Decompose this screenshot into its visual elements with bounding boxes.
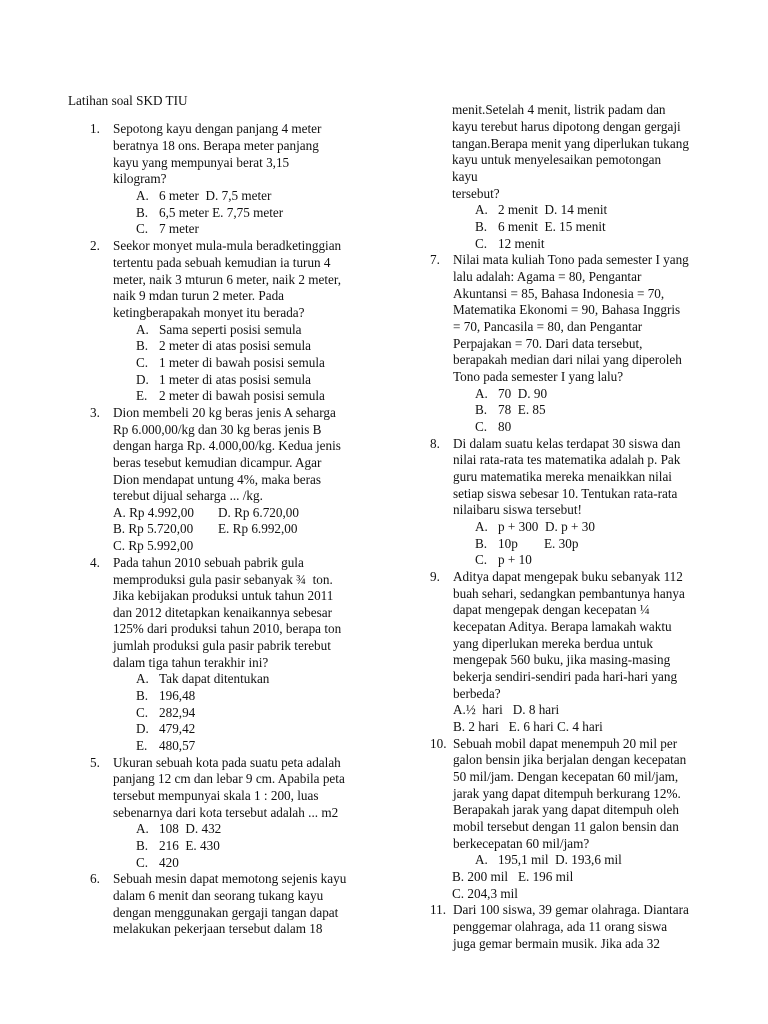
left-text-52: 282,94 (159, 705, 196, 720)
right-text-49: A.½ hari D. 8 hari (453, 702, 560, 717)
left-text-31: beras tesebut kemudian dicampur. Agar (113, 455, 322, 470)
left-text-2: beratnya 18 ons. Berapa meter panjang (113, 138, 319, 153)
right-text-16: Matematika Ekonomi = 90, Bahasa Inggris (453, 302, 681, 317)
right-text-60: 195,1 mil D. 193,6 mil (498, 852, 622, 867)
document-title: Latihan soal SKD TIU (68, 93, 188, 108)
left-text-59: panjang 12 cm dan lebar 9 cm. Apabila peta (113, 771, 345, 786)
right-text-0: menit.Setelah 4 menit, listrik padam dan (452, 102, 666, 117)
right-text-22: 70 D. 90 (498, 386, 548, 401)
right-text-30: guru matematika mereka menaikkan nilai (453, 469, 672, 484)
right-text-61: B. 200 mil E. 196 mil (452, 869, 574, 884)
left-text-10: 7 meter (159, 221, 199, 236)
right-text-57: mobil tersebut dengan 11 galon bensin dan (453, 819, 679, 834)
left-text-69: Sebuah mesin dapat memotong sejenis kayu (113, 871, 347, 886)
left-text-26: 2 meter di bawah posisi semula (159, 388, 325, 403)
right-text-51: 10. (430, 736, 447, 751)
left-text-23: D. (136, 372, 149, 387)
right-text-32: nilaibaru siswa tersebut! (453, 502, 582, 517)
left-text-12: Seekor monyet mula-mula beradketinggian (113, 238, 342, 253)
right-text-53: galon bensin jika berjalan dengan kecepatan (453, 752, 687, 767)
right-text-18: Perpajakan = 70. Dari data tersebut, (453, 336, 643, 351)
left-text-61: sebenarnya dari kota tersebut adalah ... m2 (113, 805, 339, 820)
left-text-60: tersebut mempunyai skala 1 : 200, luas (113, 788, 319, 803)
right-text-33: A. (475, 519, 488, 534)
left-text-32: Dion mendapat untung 4%, maka beras (113, 472, 322, 487)
left-text-45: jumlah produksi gula pasir pabrik terebut (113, 638, 331, 653)
right-text-7: 2 menit D. 14 menit (498, 202, 608, 217)
left-text-4: kilogram? (113, 171, 167, 186)
left-text-64: B. (136, 838, 149, 853)
right-text-13: Nilai mata kuliah Tono pada semester I yang (453, 252, 689, 267)
right-text-39: p + 10 (498, 552, 532, 567)
right-text-4: kayu (452, 169, 478, 184)
left-text-27: 3. (90, 405, 100, 420)
left-text-1: Sepotong kayu dengan panjang 4 meter (113, 121, 322, 136)
left-text-5: A. (136, 188, 149, 203)
left-text-18: Sama seperti posisi semula (159, 322, 302, 337)
left-text-55: E. (136, 738, 148, 753)
left-text-20: 2 meter di atas posisi semula (159, 338, 311, 353)
left-text-15: naik 9 mdan turun 2 meter. Pada (113, 288, 285, 303)
right-text-66: juga gemar bermain musik. Jika ada 32 (453, 936, 660, 951)
left-text-22: 1 meter di bawah posisi semula (159, 355, 325, 370)
left-text-62: A. (136, 821, 149, 836)
left-text-30: dengan harga Rp. 4.000,00/kg. Kedua jenis (113, 438, 341, 453)
right-text-47: bekerja sendiri-sendiri pada hari-hari yang (453, 669, 678, 684)
left-text-9: C. (136, 221, 149, 236)
right-text-17: = 70, Pancasila = 80, dan Pengantar (453, 319, 643, 334)
right-text-42: buah sehari, sedangkan pembantunya hanya (453, 586, 685, 601)
left-text-17: A. (136, 322, 149, 337)
left-text-24: 1 meter di atas posisi semula (159, 372, 311, 387)
left-text-63: 108 D. 432 (159, 821, 222, 836)
left-text-46: dalam tiga tahun terakhir ini? (113, 655, 269, 670)
right-text-5: tersebut? (452, 186, 500, 201)
right-text-25: C. (475, 419, 488, 434)
left-text-3: kayu yang mempunyai berat 3,15 (113, 155, 290, 170)
right-text-23: B. (475, 402, 488, 417)
right-text-3: kayu untuk menyelesaikan pemotongan (452, 152, 662, 167)
right-text-65: penggemar olahraga, ada 11 orang siswa (453, 919, 668, 934)
left-text-29: Rp 6.000,00/kg dan 30 kg beras jenis B (113, 422, 322, 437)
right-text-1: kayu terebut harus dipotong dengan gergaji (452, 119, 681, 134)
right-text-62: C. 204,3 mil (452, 886, 518, 901)
right-text-28: Di dalam suatu kelas terdapat 30 siswa dan (453, 436, 681, 451)
left-text-48: Tak dapat ditentukan (159, 671, 270, 686)
left-text-50: 196,48 (159, 688, 196, 703)
left-text-67: 420 (159, 855, 179, 870)
right-text-64: Dari 100 siswa, 39 gemar olahraga. Diantara (453, 902, 689, 917)
left-text-65: 216 E. 430 (159, 838, 220, 853)
left-text-19: B. (136, 338, 149, 353)
right-text-15: Akuntansi = 85, Bahasa Indonesia = 70, (453, 286, 665, 301)
left-text-16: ketingberapakah monyet itu berada? (113, 305, 305, 320)
right-text-21: A. (475, 386, 488, 401)
left-text-34: A. Rp 4.992,00 (113, 505, 194, 520)
left-text-56: 480,57 (159, 738, 196, 753)
left-text-42: Jika kebijakan produksi untuk tahun 2011 (113, 588, 334, 603)
right-text-37: E. 30p (544, 536, 579, 551)
left-text-70: dalam 6 menit dan seorang tukang kayu (113, 888, 324, 903)
left-text-35: D. Rp 6.720,00 (218, 505, 299, 520)
right-text-12: 7. (430, 252, 440, 267)
right-text-9: 6 menit E. 15 menit (498, 219, 606, 234)
left-text-36: B. Rp 5.720,00 (113, 521, 194, 536)
right-text-19: berapakah median dari nilai yang diperoleh (453, 352, 682, 367)
right-text-6: A. (475, 202, 488, 217)
right-text-52: Sebuah mobil dapat menempuh 20 mil per (453, 736, 678, 751)
right-text-50: B. 2 hari E. 6 hari C. 4 hari (453, 719, 603, 734)
left-text-11: 2. (90, 238, 100, 253)
right-text-8: B. (475, 219, 488, 234)
left-text-54: 479,42 (159, 721, 196, 736)
left-text-53: D. (136, 721, 149, 736)
left-text-72: melakukan pekerjaan tersebut dalam 18 (113, 921, 323, 936)
left-text-51: C. (136, 705, 149, 720)
left-text-68: 6. (90, 871, 100, 886)
left-text-13: tertentu pada sebuah kemudian ia turun 4 (113, 255, 331, 270)
right-text-44: kecepatan Aditya. Berapa lamakah waktu (453, 619, 672, 634)
left-text-47: A. (136, 671, 149, 686)
right-text-45: yang diperlukan mereka berdua untuk (453, 636, 653, 651)
left-text-38: C. Rp 5.992,00 (113, 538, 194, 553)
right-text-40: 9. (430, 569, 440, 584)
left-text-33: terebut dijual seharga ... /kg. (113, 488, 263, 503)
right-text-46: mengepak 560 buku, jika masing-masing (453, 652, 671, 667)
left-text-39: 4. (90, 555, 100, 570)
left-text-37: E. Rp 6.992,00 (218, 521, 298, 536)
left-text-28: Dion membeli 20 kg beras jenis A seharga (113, 405, 336, 420)
left-text-41: memproduksi gula pasir sebanyak ¾ ton. (113, 572, 333, 587)
left-text-25: E. (136, 388, 148, 403)
right-text-38: C. (475, 552, 488, 567)
left-text-40: Pada tahun 2010 sebuah pabrik gula (113, 555, 304, 570)
left-text-8: 6,5 meter E. 7,75 meter (159, 205, 284, 220)
right-text-41: Aditya dapat mengepak buku sebanyak 112 (453, 569, 683, 584)
left-text-58: Ukuran sebuah kota pada suatu peta adalah (113, 755, 341, 770)
right-text-2: tangan.Berapa menit yang diperlukan tukang (452, 136, 689, 151)
left-text-0: 1. (90, 121, 100, 136)
right-text-29: nilai rata-rata tes matematika adalah p. Pak (453, 452, 681, 467)
right-text-34: p + 300 D. p + 30 (498, 519, 595, 534)
left-text-71: dengan menggunakan gergaji tangan dapat (113, 905, 339, 920)
left-text-21: C. (136, 355, 149, 370)
right-text-43: dapat mengepak dengan kecepatan ¼ (453, 602, 650, 617)
left-text-44: 125% dari produksi tahun 2010, berapa ton (113, 621, 342, 636)
left-text-66: C. (136, 855, 149, 870)
right-text-35: B. (475, 536, 488, 551)
left-text-57: 5. (90, 755, 100, 770)
right-text-27: 8. (430, 436, 440, 451)
left-text-14: meter, naik 3 mturun 6 meter, naik 2 meter, (113, 272, 342, 287)
right-text-54: 50 mil/jam. Dengan kecepatan 60 mil/jam, (453, 769, 679, 784)
left-text-6: 6 meter D. 7,5 meter (159, 188, 272, 203)
right-text-31: setiap siswa sebesar 10. Tentukan rata-rata (453, 486, 678, 501)
right-text-20: Tono pada semester I yang lalu? (453, 369, 624, 384)
left-text-7: B. (136, 205, 149, 220)
right-text-10: C. (475, 236, 488, 251)
right-text-14: lalu adalah: Agama = 80, Pengantar (453, 269, 642, 284)
right-text-55: jarak yang dapat ditempuh berkurang 12%. (453, 786, 681, 801)
right-text-59: A. (475, 852, 488, 867)
right-text-48: berbeda? (453, 686, 501, 701)
left-text-43: dan 2012 ditetapkan kenaikannya sebesar (113, 605, 332, 620)
right-text-58: berkecepatan 60 mil/jam? (453, 836, 590, 851)
right-text-36: 10p (498, 536, 518, 551)
right-text-26: 80 (498, 419, 512, 434)
right-text-56: Berapakah jarak yang dapat ditempuh oleh (453, 802, 679, 817)
right-text-63: 11. (430, 902, 446, 917)
right-text-11: 12 menit (498, 236, 545, 251)
left-text-49: B. (136, 688, 149, 703)
right-text-24: 78 E. 85 (498, 402, 546, 417)
